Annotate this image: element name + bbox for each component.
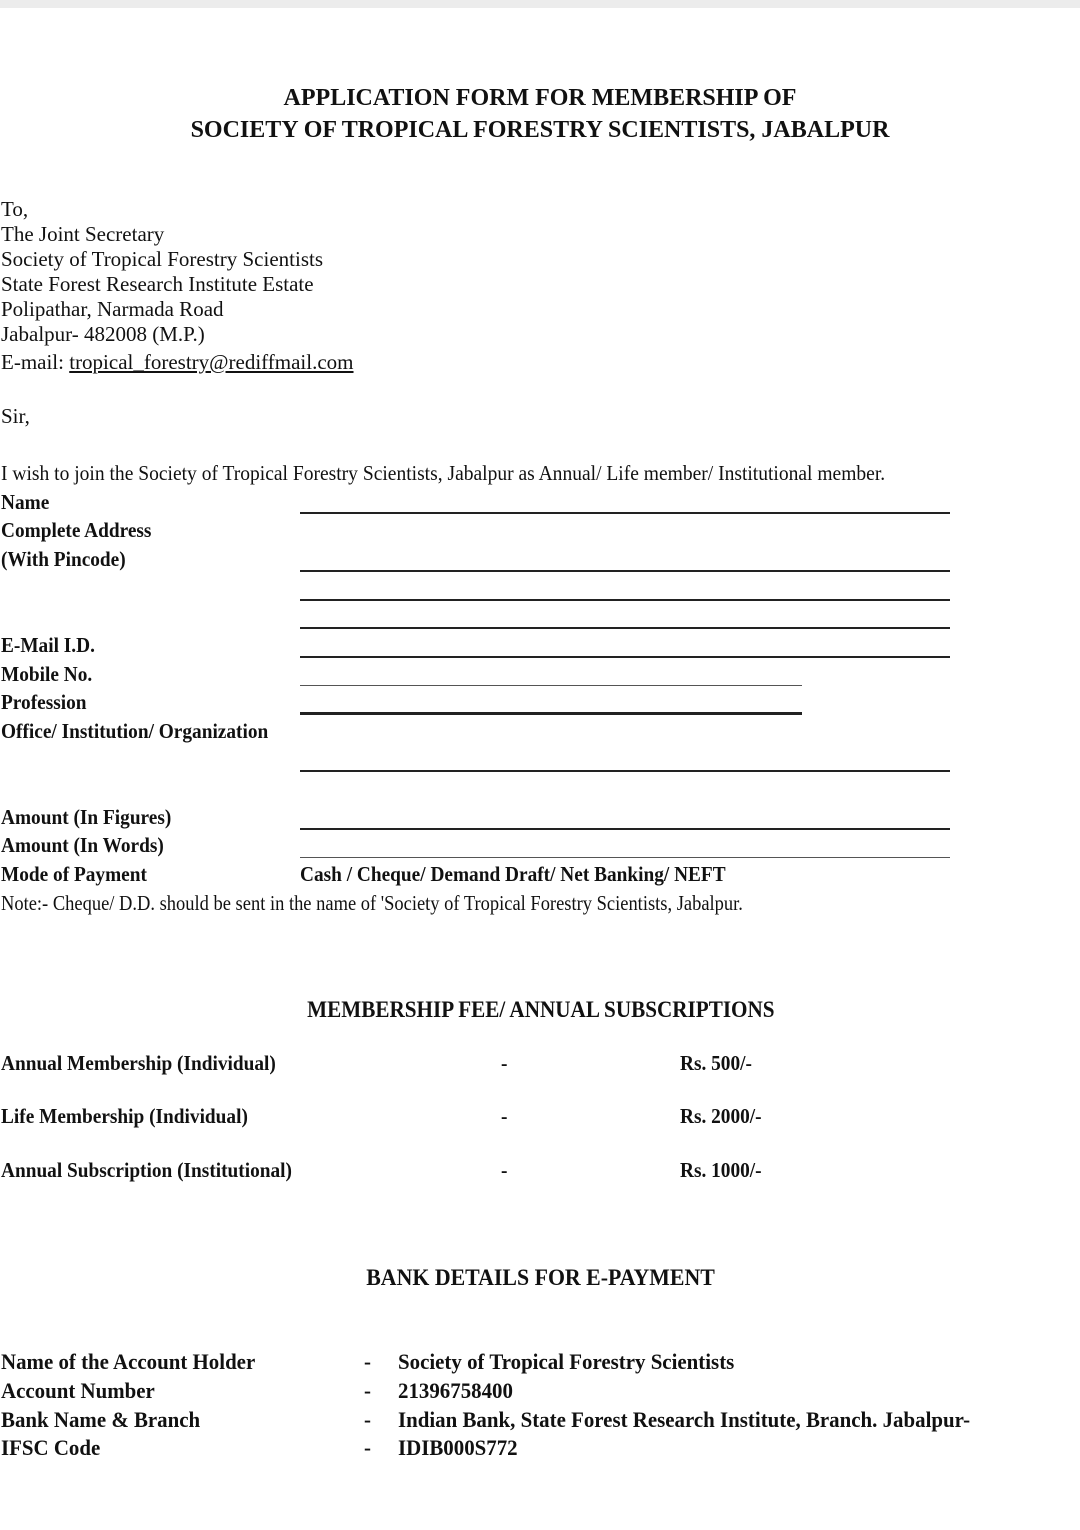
fee-label: Life Membership (Individual)	[1, 1104, 248, 1128]
email-link[interactable]: tropical_forestry@rediffmail.com	[69, 350, 354, 374]
label-pincode: (With Pincode)	[1, 547, 126, 571]
amount-words-field-line[interactable]	[300, 857, 950, 858]
amount-figures-field-line[interactable]	[300, 828, 950, 830]
top-bar	[0, 0, 1080, 8]
fees-heading: MEMBERSHIP FEE/ ANNUAL SUBSCRIPTIONS	[307, 997, 775, 1022]
label-address: Complete Address	[1, 518, 152, 542]
address-recipient: The Joint Secretary	[1, 222, 165, 246]
fee-amount: Rs. 500/-	[680, 1051, 752, 1075]
office-field-line[interactable]	[300, 770, 950, 772]
address-field-line-2[interactable]	[300, 599, 950, 601]
mobile-field-line[interactable]	[300, 685, 802, 686]
address-to: To,	[1, 197, 29, 221]
fee-amount: Rs. 1000/-	[680, 1158, 762, 1182]
address-field-line-1[interactable]	[300, 570, 950, 572]
payment-mode-options: Cash / Cheque/ Demand Draft/ Net Banking/ NEFT	[300, 862, 726, 886]
address-field-line-3[interactable]	[300, 627, 950, 629]
fee-separator: -	[501, 1158, 508, 1182]
form-title-line1: APPLICATION FORM FOR MEMBERSHIP OF	[283, 85, 797, 111]
email-label: E-mail:	[1, 350, 70, 374]
bank-value: IDIB000S772	[398, 1435, 518, 1460]
bank-separator: -	[364, 1349, 371, 1374]
label-profession: Profession	[1, 690, 87, 714]
payment-note: Note:- Cheque/ D.D. should be sent in the name of 'Society of Tropical Forestry Scientists, Jabalpur.	[1, 891, 743, 915]
bank-heading: BANK DETAILS FOR E-PAYMENT	[366, 1265, 715, 1290]
salutation: Sir,	[1, 404, 30, 428]
bank-label: Name of the Account Holder	[1, 1349, 256, 1374]
bank-value: 21396758400	[398, 1378, 513, 1403]
bank-value: Society of Tropical Forestry Scientists	[398, 1349, 735, 1374]
address-estate: State Forest Research Institute Estate	[1, 272, 314, 296]
label-payment-mode: Mode of Payment	[1, 862, 147, 886]
label-email: E-Mail I.D.	[1, 633, 95, 657]
address-road: Polipathar, Narmada Road	[1, 297, 224, 321]
bank-value: Indian Bank, State Forest Research Institute, Branch. Jabalpur-	[398, 1407, 971, 1432]
profession-field-line[interactable]	[300, 712, 802, 715]
bank-label: Account Number	[1, 1378, 155, 1403]
address-org: Society of Tropical Forestry Scientists	[1, 247, 323, 271]
fee-label: Annual Subscription (Institutional)	[1, 1158, 292, 1182]
fee-label: Annual Membership (Individual)	[1, 1051, 276, 1075]
form-title-line2: SOCIETY OF TROPICAL FORESTRY SCIENTISTS, JABALPUR	[190, 117, 890, 143]
fee-separator: -	[501, 1104, 508, 1128]
bank-label: IFSC Code	[1, 1435, 101, 1460]
bank-separator: -	[364, 1435, 371, 1460]
address-email-row	[1, 352, 354, 373]
bank-label: Bank Name & Branch	[1, 1407, 201, 1432]
fee-separator: -	[501, 1051, 508, 1075]
label-office: Office/ Institution/ Organization	[1, 719, 269, 743]
bank-separator: -	[364, 1407, 371, 1432]
label-mobile: Mobile No.	[1, 662, 93, 686]
label-amount-figures: Amount (In Figures)	[1, 805, 172, 829]
name-field-line[interactable]	[300, 512, 950, 514]
bank-separator: -	[364, 1378, 371, 1403]
email-field-line[interactable]	[300, 656, 950, 658]
fee-amount: Rs. 2000/-	[680, 1104, 762, 1128]
label-name: Name	[1, 490, 50, 514]
address-city: Jabalpur- 482008 (M.P.)	[1, 322, 205, 346]
intro-text: I wish to join the Society of Tropical Forestry Scientists, Jabalpur as Annual/ Life member/ Institutional member.	[1, 461, 886, 485]
label-amount-words: Amount (In Words)	[1, 833, 164, 857]
